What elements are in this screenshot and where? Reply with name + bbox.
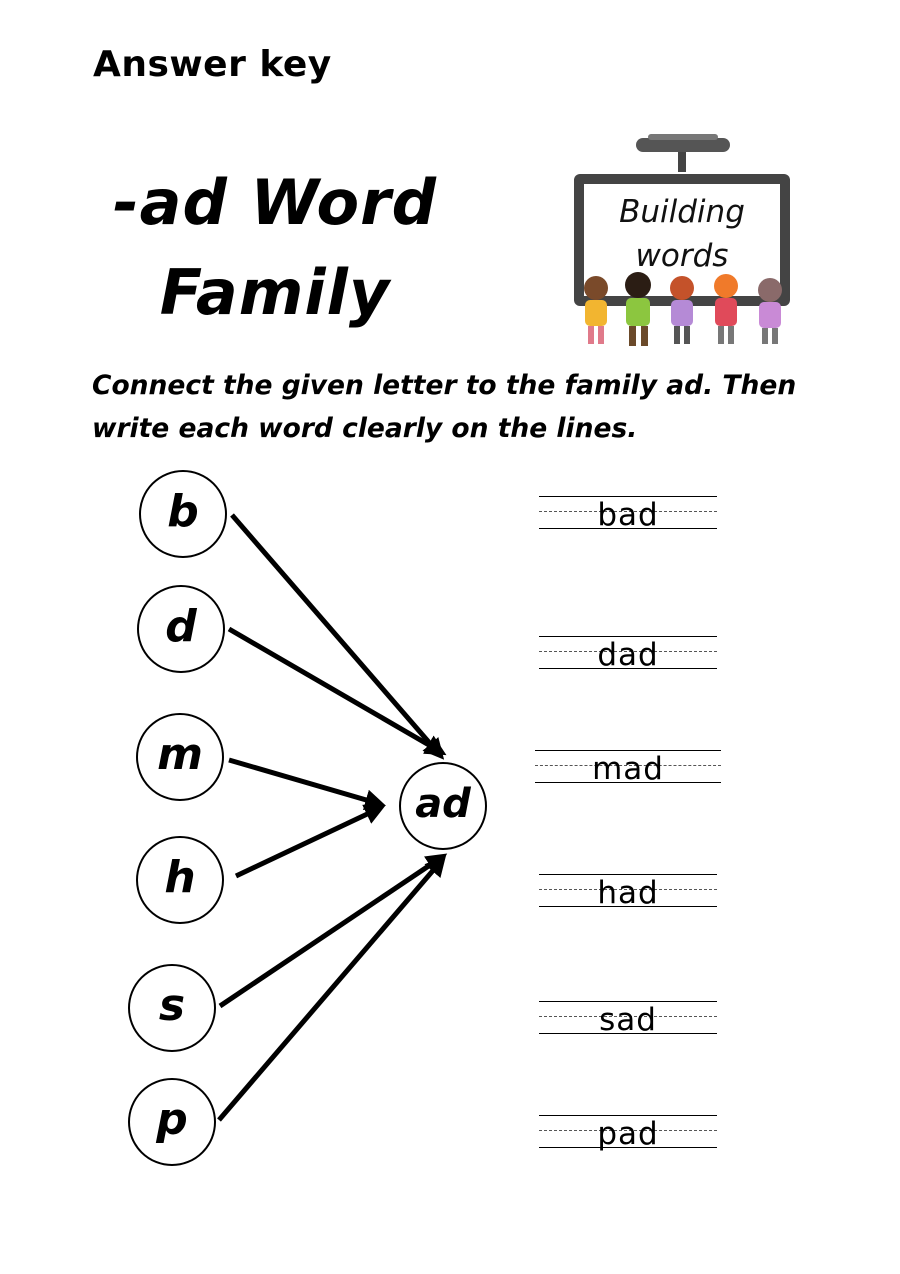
answer-line-mad [535, 750, 721, 787]
arrow-d [229, 629, 441, 752]
answer-word: had [597, 875, 659, 911]
answer-key-label: Answer key [93, 44, 332, 85]
board-text-2: words [635, 238, 729, 274]
instructions-line-1: Connect the given letter to the family ad. Then [92, 370, 797, 401]
family-circle-ad: ad [399, 762, 487, 850]
arrow-p [219, 860, 442, 1120]
answer-line-dad [539, 636, 717, 673]
letter-circle-m: m [136, 713, 224, 801]
answer-word: dad [597, 637, 659, 673]
letter-circle-s: s [128, 964, 216, 1052]
answer-line-pad [539, 1115, 717, 1152]
board-text-1: Building [619, 194, 745, 230]
answer-word: bad [597, 497, 659, 533]
instructions-line-2: write each word clearly on the lines. [92, 413, 638, 444]
answer-line-bad [539, 496, 717, 533]
answer-line-had [539, 874, 717, 911]
title-line-2: Family [159, 256, 391, 329]
arrow-m [229, 760, 380, 804]
answer-word: sad [599, 1002, 657, 1038]
arrow-h [236, 808, 380, 876]
arrow-b [232, 515, 440, 755]
answer-line-sad [539, 1001, 717, 1038]
letter-circle-b: b [139, 470, 227, 558]
letter-circle-h: h [136, 836, 224, 924]
title-line-1: -ad Word [112, 166, 438, 239]
letter-circle-d: d [137, 585, 225, 673]
arrow-s [220, 857, 442, 1006]
answer-word: mad [592, 751, 664, 787]
letter-circle-p: p [128, 1078, 216, 1166]
answer-word: pad [597, 1116, 659, 1152]
